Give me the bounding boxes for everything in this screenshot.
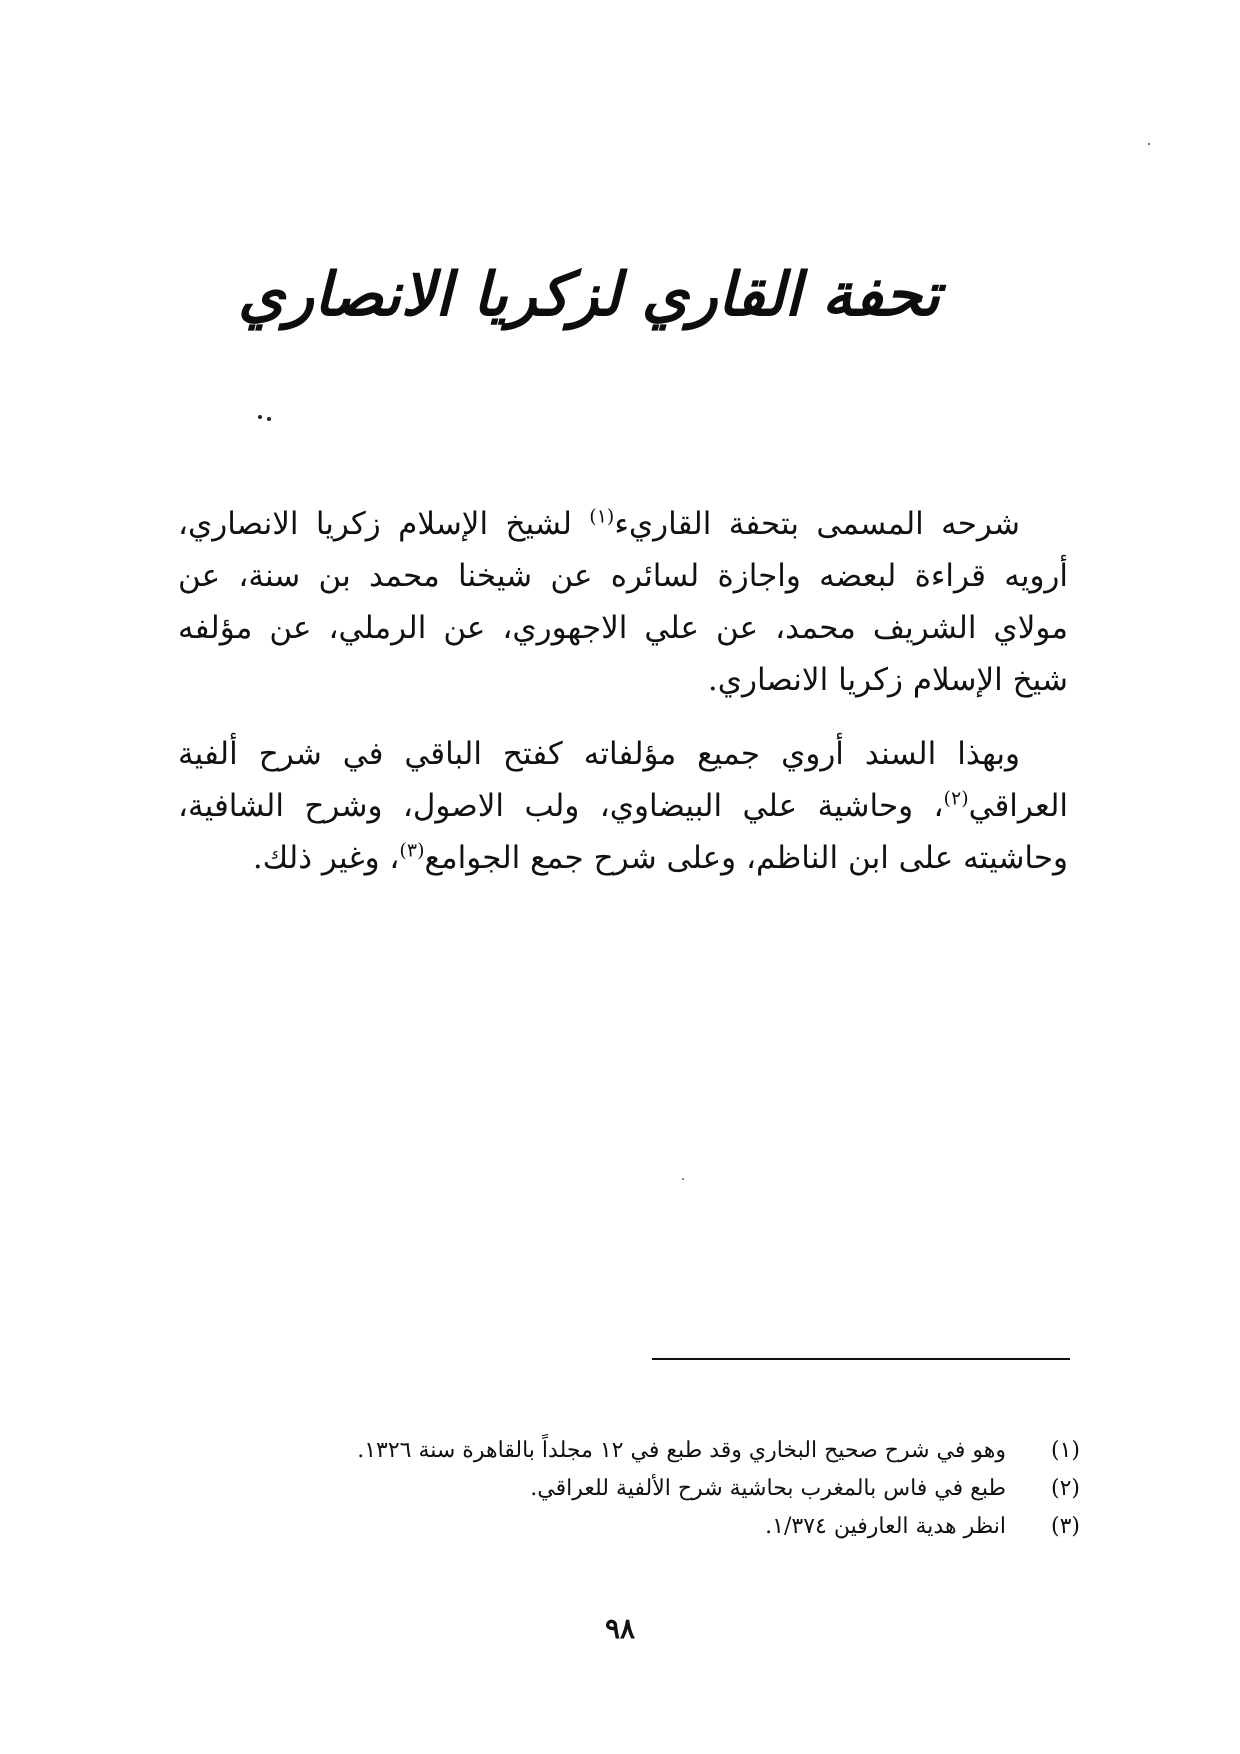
scan-dots: [258, 412, 276, 422]
paragraph-1-text-b: لشيخ الإسلام زكريا الانصاري، أرويه قراءة لبعضه واجازة لسائره عن شيخنا محمد بن سنة، عن مولاي الشريف محمد، عن علي الاجهوري، عن الرملي، عن مؤلفه شيخ الإسلام زكريا الانصاري.: [178, 506, 1068, 698]
paragraph-2-text-b: ، وحاشية علي البيضاوي، ولب الاصول، وشرح الشافية، وحاشيته على ابن الناظم، وعلى شرح جمع الجوامع: [178, 788, 1068, 876]
footnote-text: انظر هدية العارفين ١/٣٧٤.: [765, 1514, 1006, 1539]
scan-speck: [682, 1178, 684, 1180]
footnote-number: (٢): [1050, 1476, 1080, 1501]
footnote-separator: [652, 1358, 1070, 1360]
footnote-ref-1[interactable]: (١): [589, 505, 615, 528]
section-heading: تحفة القاري لزكريا الانصاري: [237, 260, 940, 330]
footnote-text: وهو في شرح صحيح البخاري وقد طبع في ١٢ مجلداً بالقاهرة سنة ١٣٢٦.: [357, 1438, 1006, 1463]
footnote-3: [200, 1508, 1080, 1546]
paragraph-1: [178, 498, 1068, 706]
paragraph-2: [178, 728, 1068, 884]
footnote-1: [200, 1432, 1080, 1470]
scan-speck: [1148, 143, 1150, 145]
footnote-ref-3[interactable]: (٣): [399, 839, 425, 862]
footnotes: [200, 1432, 1080, 1546]
paragraph-2-text-a: وبهذا السند أروي جميع مؤلفاته كفتح الباقي في شرح ألفية العراقي: [178, 736, 1068, 824]
paragraph-2-text-c: ، وغير ذلك.: [252, 840, 400, 876]
paragraph-1-text-a: شرحه المسمى بتحفة القاريء: [614, 506, 1020, 542]
footnote-ref-2[interactable]: (٢): [943, 787, 969, 810]
footnote-number: (٣): [1050, 1514, 1080, 1539]
page-number: ٩٨: [604, 1612, 636, 1645]
footnote-2: [200, 1470, 1080, 1508]
footnote-text: طبع في فاس بالمغرب بحاشية شرح الألفية للعراقي.: [530, 1476, 1006, 1501]
footnote-number: (١): [1050, 1438, 1080, 1463]
